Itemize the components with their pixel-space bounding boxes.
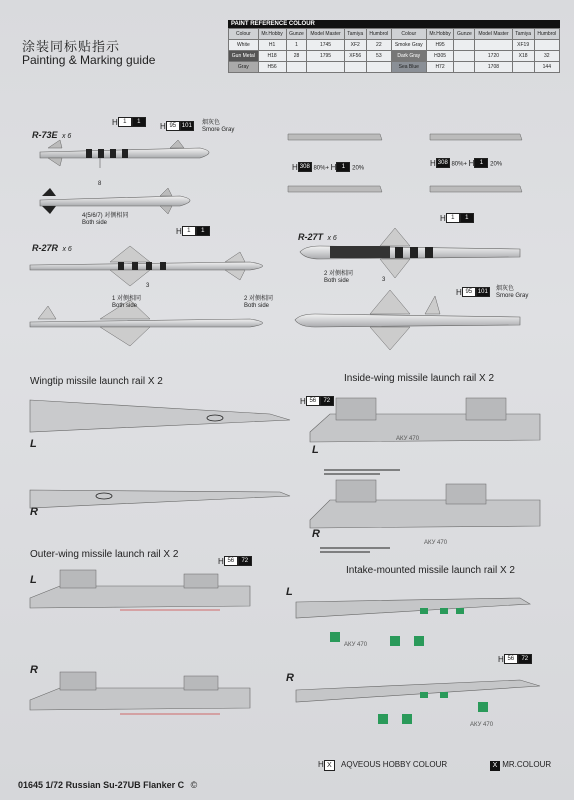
r27r-label: R-27R x 6: [32, 243, 72, 253]
legend-aqueous: H X AQVEOUS HOBBY COLOUR: [318, 760, 448, 769]
inside-r-label: R: [312, 528, 320, 540]
r27t-label: R-27T x 6: [298, 232, 337, 242]
col-modelmaster: Model Master: [307, 29, 344, 40]
intake-paint-tag: H 56 72: [498, 654, 532, 664]
col-tamiya: Tamiya: [344, 29, 366, 40]
outer-l-label: L: [30, 574, 37, 586]
paint-reference-table: [228, 20, 560, 73]
intake-stencil-r: АКУ 470: [470, 722, 494, 728]
h1-paint-tag-3: H 1 1: [440, 213, 474, 223]
r73-note-num: 8: [98, 181, 102, 187]
r27r-both-2: 2 对侧相同 Both side: [244, 296, 274, 309]
wingtip-rail-l: [30, 400, 290, 432]
col-modelmaster-2: Model Master: [475, 29, 512, 40]
legend-mr-colour: X MR.COLOUR: [490, 760, 551, 771]
missile-drawings: [0, 110, 574, 360]
title-english: Painting & Marking guide: [22, 53, 156, 67]
smoke-gray-label-2: 烟灰色 Smore Gray: [496, 286, 529, 299]
col-humbrol-2: Humbrol: [534, 29, 559, 40]
inside-l-label: L: [312, 444, 319, 456]
col-colour-2: Colour: [391, 29, 426, 40]
title-chinese: 涂装同标贴指示: [22, 39, 121, 54]
smoke-gray-label: 烟灰色 Smore Gray: [202, 120, 235, 133]
intake-rail-l: [296, 598, 530, 618]
r73-missile-top: [40, 140, 209, 168]
r27t-missile-side: [295, 290, 520, 350]
outer-rail-l: [30, 586, 250, 608]
col-mrhobby-2: Mr.Hobby: [426, 29, 454, 40]
wingtip-rail-r: [30, 490, 290, 508]
inside-rail-title: Inside-wing missile launch rail X 2: [344, 373, 495, 384]
outer-r-label: R: [30, 664, 38, 676]
intake-rail-r: [296, 680, 540, 702]
table-row: White H1 1 1745 XF2 22 Smoke Gray H95 XF19: [229, 40, 560, 51]
r73-label: R-73E x 6: [32, 130, 72, 140]
outer-rail-title: Outer-wing missile launch rail X 2: [30, 549, 179, 560]
outer-paint-tag: H 56 72: [218, 556, 252, 566]
intake-r-label: R: [286, 672, 294, 684]
inside-paint-tag: H 56 72: [300, 396, 334, 406]
col-mrhobby: Mr.Hobby: [258, 29, 286, 40]
outer-rail-r: [30, 688, 250, 710]
r27t-both: 2 对侧相同 Both side: [324, 271, 354, 284]
mix-tag-left: H 308 80%+ H 1 20%: [292, 162, 365, 172]
r27r-num-3: 3: [146, 283, 150, 289]
h1-paint-tag: H 1 1: [112, 117, 146, 127]
paint-table-caption: PAINT REFERENCE COLOUR: [228, 20, 560, 28]
intake-l-label: L: [286, 586, 293, 598]
col-tamiya-2: Tamiya: [512, 29, 534, 40]
mix-tag-right: H 308 80%+ H 1 20%: [430, 158, 503, 168]
inside-rail-r: [310, 500, 540, 528]
col-humbrol: Humbrol: [366, 29, 391, 40]
col-colour: Colour: [229, 29, 259, 40]
inside-stencil-l: АКУ 470: [396, 436, 420, 442]
r27r-both-1: 1 对侧相同 Both side: [112, 296, 142, 309]
col-gunze: Gunze: [286, 29, 307, 40]
r73-both-side: 4(5/6/7) 对侧相同 Both side: [82, 213, 129, 226]
smoke-gray-tag: H 95 101: [160, 121, 192, 131]
table-row: Gray H56 Sea Blue H72 1708 144: [229, 62, 560, 73]
inside-stencil-r: АКУ 470: [424, 540, 448, 546]
r27t-num-3: 3: [382, 277, 386, 283]
h1-paint-tag-2: H 1 1: [176, 226, 210, 236]
footer-title: 01645 1/72 Russian Su-27UB Flanker C ©: [18, 780, 198, 790]
wingtip-r-label: R: [30, 506, 38, 518]
smoke-gray-tag-2: H 95 101: [456, 287, 488, 297]
intake-rail-title: Intake-mounted missile launch rail X 2: [346, 565, 515, 576]
table-row: Gun Metal H18 28 1795 XF56 53 Dark Gray H305 1720 X18 32: [229, 51, 560, 62]
r27r-missile-side: [30, 300, 263, 346]
col-gunze-2: Gunze: [454, 29, 475, 40]
wingtip-l-label: L: [30, 438, 37, 450]
intake-stencil-l: АКУ 470: [344, 642, 368, 648]
wingtip-rail-title: Wingtip missile launch rail X 2: [30, 376, 163, 387]
r73-missile-side: [40, 188, 190, 214]
